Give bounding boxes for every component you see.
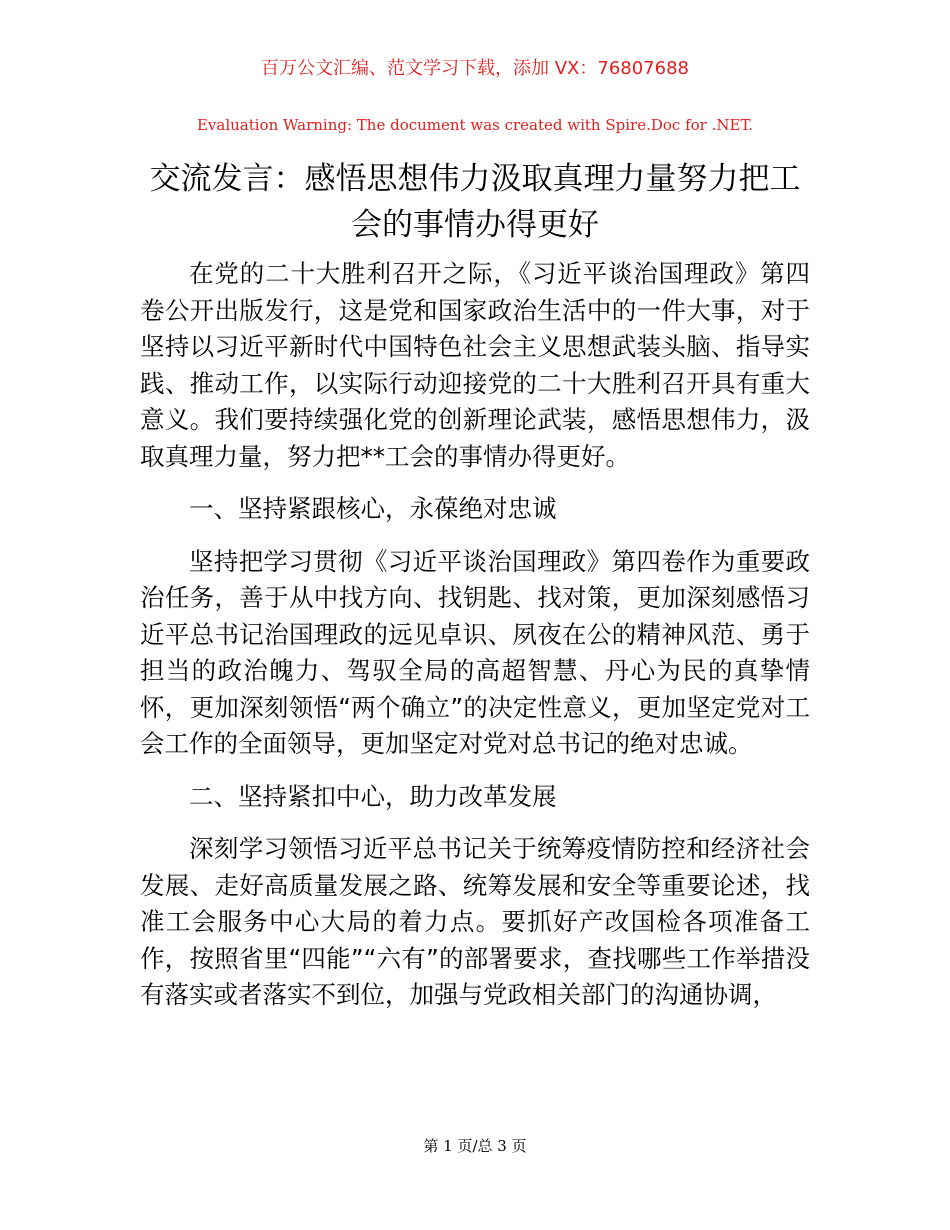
header-banner: 百万公文汇编、范文学习下载，添加 VX：76807688 bbox=[261, 58, 689, 79]
evaluation-warning: Evaluation Warning: The document was created with Spire.Doc for .NET. bbox=[196, 116, 754, 134]
page-number: 第 1 页/总 3 页 bbox=[423, 1137, 527, 1155]
document-title: 交流发言：感悟思想伟力汲取真理力量努力把工会的事情办得更好 bbox=[149, 161, 801, 243]
section-heading-1: 一、坚持紧跟核心，永葆绝对忠诚 bbox=[189, 494, 557, 523]
document-body bbox=[140, 256, 810, 1030]
section-heading-2: 二、坚持紧扣中心，助力改革发展 bbox=[189, 781, 557, 811]
intro-paragraph: 在党的二十大胜利召开之际，《习近平谈治国理政》第四卷公开出版发行，这是党和国家政治生活中的一件大事，对于坚持以习近平新时代中国特色社会主义思想武装头脑、指导实践、推动工作，以实际行动迎接党的二十大胜利召开具有重大意义。我们要持续强化党的创新理论武装，感悟思想伟力，汲取真理力量，努力把**工会的事情办得更好。 bbox=[140, 259, 810, 471]
section-paragraph-2: 深刻学习领悟习近平总书记关于统筹疫情防控和经济社会发展、走好高质量发展之路、统筹发展和安全等重要论述，找准工会服务中心大局的着力点。要抓好产改国检各项准备工作，按照省里“四能”“六有”的部署要求，查找哪些工作举措没有落实或者落实不到位，加强与党政相关部门的沟通协调， bbox=[140, 834, 810, 1009]
section-paragraph-1: 坚持把学习贯彻《习近平谈治国理政》第四卷作为重要政治任务，善于从中找方向、找钥匙、找对策，更加深刻感悟习近平总书记治国理政的远见卓识、夙夜在公的精神风范、勇于担当的政治魄力、驾驭全局的高超智慧、丹心为民的真挚情怀，更加深刻领悟“两个确立”的决定性意义，更加坚定党对工会工作的全面领导，更加坚定对党对总书记的绝对忠诚。 bbox=[140, 546, 810, 758]
